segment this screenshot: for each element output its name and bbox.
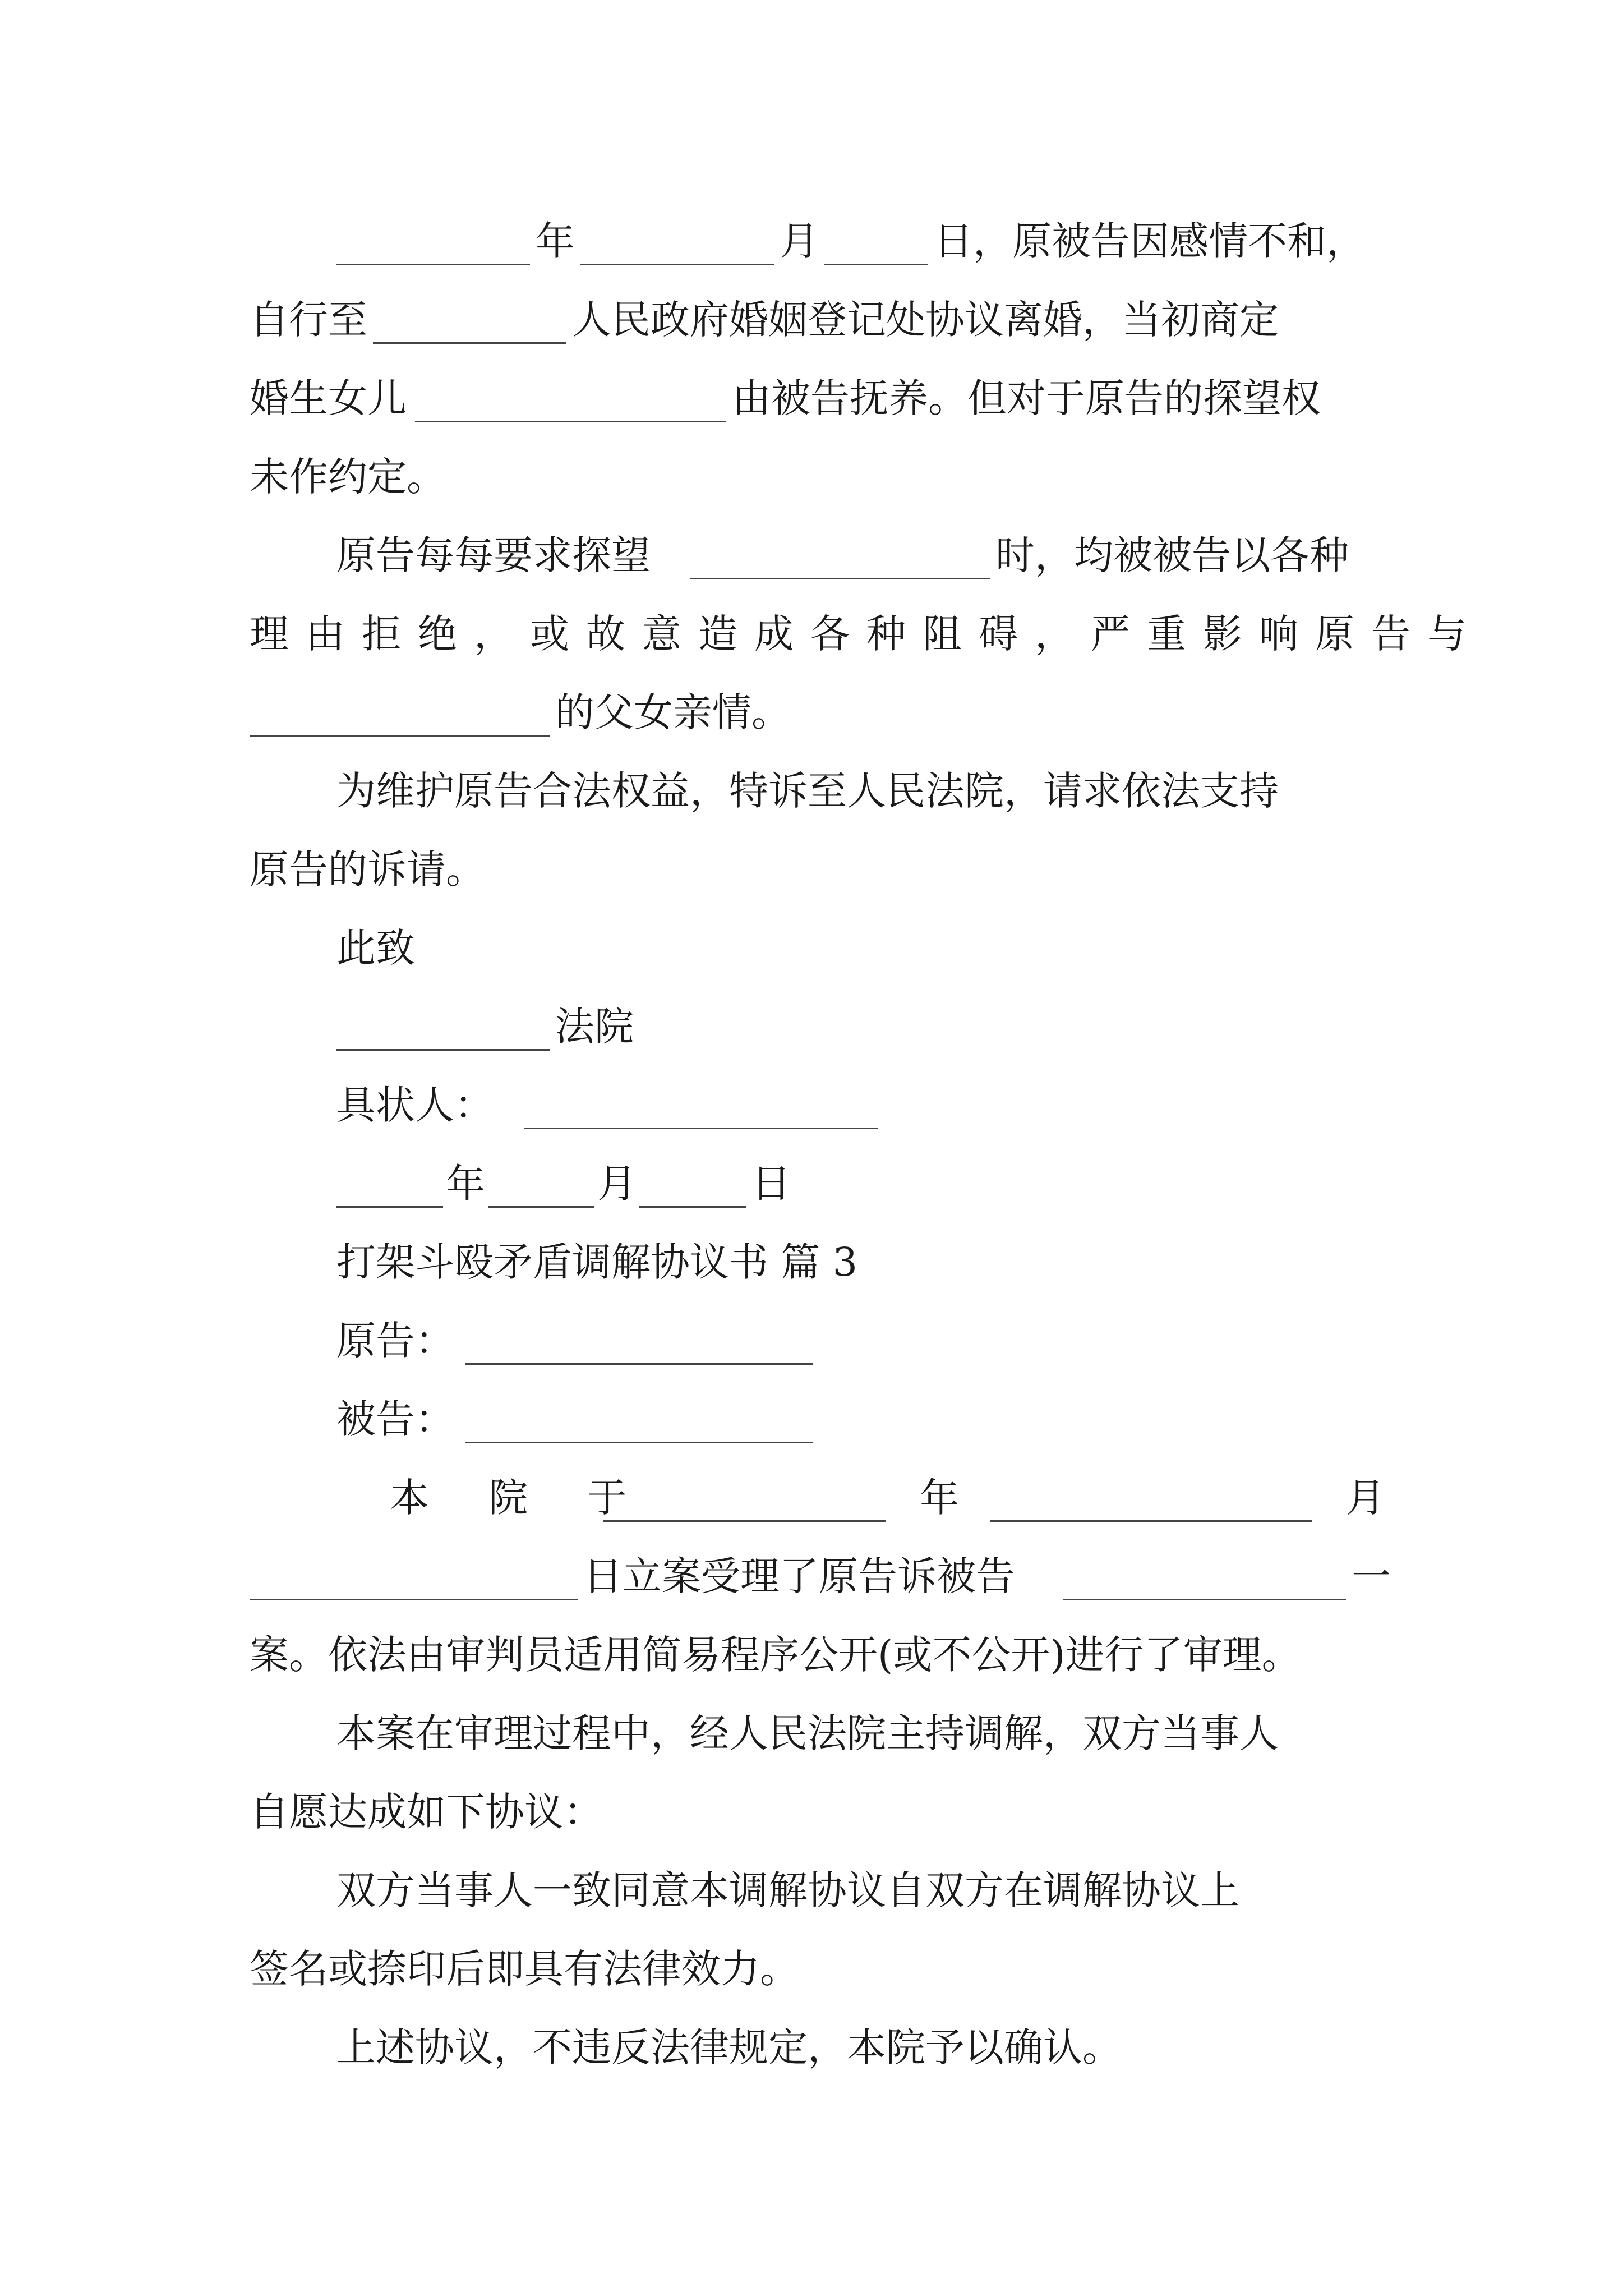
paragraph-4-line-2 (0, 1537, 1623, 1616)
paragraph-7-line-1 (0, 2008, 1623, 2087)
section-title (0, 1223, 1623, 1301)
paragraph-3-line-1 (0, 752, 1623, 830)
text-visit-request: 原告每每要求探望 (336, 532, 651, 578)
text-registry: 人民政府婚姻登记处协议离婚，当初商定 (572, 297, 1279, 343)
text-mediation: 本案在审理过程中，经人民法院主持调解，双方当事人 (336, 1710, 1279, 1756)
text-court: 法院 (555, 1004, 634, 1050)
text-salutation: 此致 (336, 925, 415, 971)
defendant-line (0, 1380, 1623, 1458)
paragraph-4-line-3 (0, 1616, 1623, 1694)
blank-petitioner (524, 1066, 878, 1129)
blank-date-month (488, 1144, 594, 1208)
text-section-title: 打架斗殴矛盾调解协议书 篇 3 (336, 1239, 858, 1285)
text-case-trial: 案。依法由审判员适用简易程序公开(或不公开)进行了审理。 (250, 1632, 1301, 1678)
text-custody: 由被告抚养。但对于原告的探望权 (732, 375, 1321, 421)
paragraph-1-line-4 (0, 438, 1623, 516)
text-refused: 时，均被被告以各种 (995, 532, 1349, 578)
text-daughter: 婚生女儿 (250, 375, 407, 421)
blank-child-name (250, 673, 550, 737)
text-case-year: 年 (920, 1475, 959, 1521)
text-case-accepted: 日立案受理了原告诉被告 (583, 1553, 1015, 1599)
text-date-month: 月 (597, 1161, 637, 1207)
paragraph-6-line-2 (0, 1930, 1623, 2008)
blank-visit-name (690, 516, 990, 579)
blank-case-month (990, 1458, 1312, 1522)
paragraph-1-line-3 (0, 359, 1623, 438)
blank-case-defendant (1063, 1537, 1346, 1600)
text-court-on: 本 院 于 (390, 1475, 651, 1521)
blank-defendant (465, 1380, 813, 1443)
text-confirmation: 上述协议，不违反法律规定，本院予以确认。 (336, 2024, 1122, 2070)
paragraph-6-line-1 (0, 1851, 1623, 1930)
text-date-day: 日 (751, 1161, 791, 1207)
blank-case-year (603, 1458, 886, 1522)
text-day-reason: 日，原被告因感情不和， (934, 218, 1366, 264)
paragraph-2-line-1 (0, 516, 1623, 595)
blank-date-year (336, 1144, 443, 1208)
paragraph-4-line-1 (0, 1458, 1623, 1537)
plaintiff-line (0, 1301, 1623, 1380)
text-month: 月 (780, 218, 819, 264)
text-petition-end: 原告的诉请。 (250, 846, 485, 892)
paragraph-1-line-2 (0, 280, 1623, 359)
petitioner-line (0, 1066, 1623, 1144)
text-reasons: 理由拒绝，或故意造成各种阻碍，严重影响原告与 (250, 611, 1483, 657)
paragraph-3-line-2 (0, 830, 1623, 909)
paragraph-2-line-2 (0, 595, 1623, 673)
text-family-bond: 的父女亲情。 (555, 689, 791, 735)
blank-plaintiff (465, 1301, 813, 1365)
blank-daughter-name (415, 359, 726, 422)
text-consent: 双方当事人一致同意本调解协议自双方在调解协议上 (336, 1867, 1239, 1913)
paragraph-5-line-2 (0, 1773, 1623, 1851)
text-date-year: 年 (446, 1161, 485, 1207)
court-line (0, 987, 1623, 1066)
text-case-one: 一 (1352, 1553, 1391, 1599)
paragraph-5-line-1 (0, 1694, 1623, 1773)
salutation (0, 909, 1623, 987)
text-agreement-reached: 自愿达成如下协议： (250, 1789, 603, 1835)
paragraph-2-line-3 (0, 673, 1623, 752)
text-year: 年 (536, 218, 575, 264)
text-plaintiff-label: 原告： (336, 1318, 454, 1364)
blank-date-day (639, 1144, 746, 1208)
text-legal-effect: 签名或捺印后即具有法律效力。 (250, 1946, 799, 1992)
text-went-to: 自行至 (250, 297, 367, 343)
blank-government (373, 280, 566, 344)
blank-year (336, 202, 530, 265)
blank-case-day (250, 1537, 578, 1600)
blank-court (336, 987, 550, 1051)
text-petition: 为维护原告合法权益，特诉至人民法院，请求依法支持 (336, 768, 1279, 814)
blank-day (824, 202, 928, 265)
text-petitioner-label: 具状人： (336, 1082, 494, 1128)
text-defendant-label: 被告： (336, 1396, 454, 1442)
text-case-month: 月 (1346, 1475, 1385, 1521)
paragraph-1-line-1 (0, 202, 1623, 280)
blank-month (580, 202, 774, 265)
text-no-agreement: 未作约定。 (250, 454, 446, 500)
date-line (0, 1144, 1623, 1223)
